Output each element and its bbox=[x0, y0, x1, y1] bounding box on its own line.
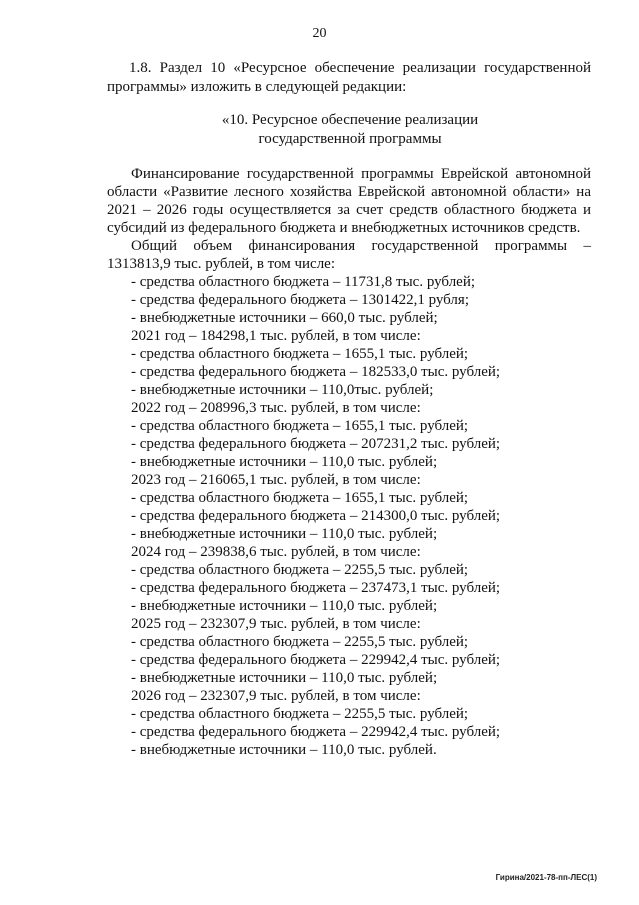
year-2022-federal: - средства федерального бюджета – 207231,2 тыс. рублей; bbox=[131, 436, 501, 452]
year-2024-federal: - средства федерального бюджета – 237473,1 тыс. рублей; bbox=[131, 580, 501, 596]
total-federal-budget: - средства федерального бюджета – 1301422,1 рубля; bbox=[131, 292, 469, 308]
total-extrabudgetary: - внебюджетные источники – 660,0 тыс. рублей; bbox=[131, 310, 438, 326]
year-2022-header: 2022 год – 208996,3 тыс. рублей, в том числе: bbox=[131, 400, 421, 416]
document-reference-code: Гирина/2021-78-пп-ЛЕС(1) bbox=[495, 873, 597, 882]
year-2023-extrabudgetary: - внебюджетные источники – 110,0 тыс. рублей; bbox=[131, 526, 438, 542]
year-2023-header: 2023 год – 216065,1 тыс. рублей, в том числе: bbox=[131, 472, 421, 488]
financing-paragraph: Финансирование государственной программы Еврейской автономной области «Развитие лесного хозяйства Еврейской автономной области» на 2021 – 2026 годы осуществляется за счет средств областного бюджета и субсидий из федерального бюджета и внебюджетных источников средств. bbox=[107, 166, 591, 236]
year-2025-extrabudgetary: - внебюджетные источники – 110,0 тыс. рублей; bbox=[131, 670, 438, 686]
year-2022-extrabudgetary: - внебюджетные источники – 110,0 тыс. рублей; bbox=[131, 454, 438, 470]
amendment-intro bbox=[107, 59, 591, 97]
year-2025-federal: - средства федерального бюджета – 229942,4 тыс. рублей; bbox=[131, 652, 501, 668]
section-heading-line1: «10. Ресурсное обеспечение реализации bbox=[221, 112, 479, 128]
year-2024-header: 2024 год – 239838,6 тыс. рублей, в том числе: bbox=[131, 544, 421, 560]
year-2023-regional: - средства областного бюджета – 1655,1 тыс. рублей; bbox=[131, 490, 469, 506]
page-number: 20 bbox=[312, 26, 327, 41]
document-body bbox=[107, 165, 591, 759]
section-heading bbox=[200, 111, 500, 149]
year-2023-federal: - средства федерального бюджета – 214300,0 тыс. рублей; bbox=[131, 508, 501, 524]
year-2021-federal: - средства федерального бюджета – 182533,0 тыс. рублей; bbox=[131, 364, 501, 380]
year-2026-header: 2026 год – 232307,9 тыс. рублей, в том числе: bbox=[131, 688, 421, 704]
year-2022-regional: - средства областного бюджета – 1655,1 тыс. рублей; bbox=[131, 418, 469, 434]
year-2021-header: 2021 год – 184298,1 тыс. рублей, в том числе: bbox=[131, 328, 421, 344]
year-2026-regional: - средства областного бюджета – 2255,5 тыс. рублей; bbox=[131, 706, 469, 722]
total-paragraph: Общий объем финансирования государственной программы – 1313813,9 тыс. рублей, в том числе: bbox=[107, 238, 591, 272]
funding-list bbox=[107, 273, 591, 759]
amendment-intro-line2: программы» изложить в следующей редакции: bbox=[107, 79, 407, 95]
year-2021-regional: - средства областного бюджета – 1655,1 тыс. рублей; bbox=[131, 346, 469, 362]
year-2026-federal: - средства федерального бюджета – 229942,4 тыс. рублей; bbox=[131, 724, 501, 740]
year-2025-regional: - средства областного бюджета – 2255,5 тыс. рублей; bbox=[131, 634, 469, 650]
section-heading-line2: государственной программы bbox=[258, 131, 442, 147]
amendment-intro-line1: 1.8. Раздел 10 «Ресурсное обеспечение реализации государственной bbox=[129, 60, 591, 76]
year-2024-regional: - средства областного бюджета – 2255,5 тыс. рублей; bbox=[131, 562, 469, 578]
total-regional-budget: - средства областного бюджета – 11731,8 тыс. рублей; bbox=[131, 274, 476, 290]
year-2025-header: 2025 год – 232307,9 тыс. рублей, в том числе: bbox=[131, 616, 421, 632]
year-2026-extrabudgetary: - внебюджетные источники – 110,0 тыс. рублей. bbox=[131, 742, 437, 758]
year-2024-extrabudgetary: - внебюджетные источники – 110,0 тыс. рублей; bbox=[131, 598, 438, 614]
year-2021-extrabudgetary: - внебюджетные источники – 110,0тыс. рублей; bbox=[131, 382, 434, 398]
